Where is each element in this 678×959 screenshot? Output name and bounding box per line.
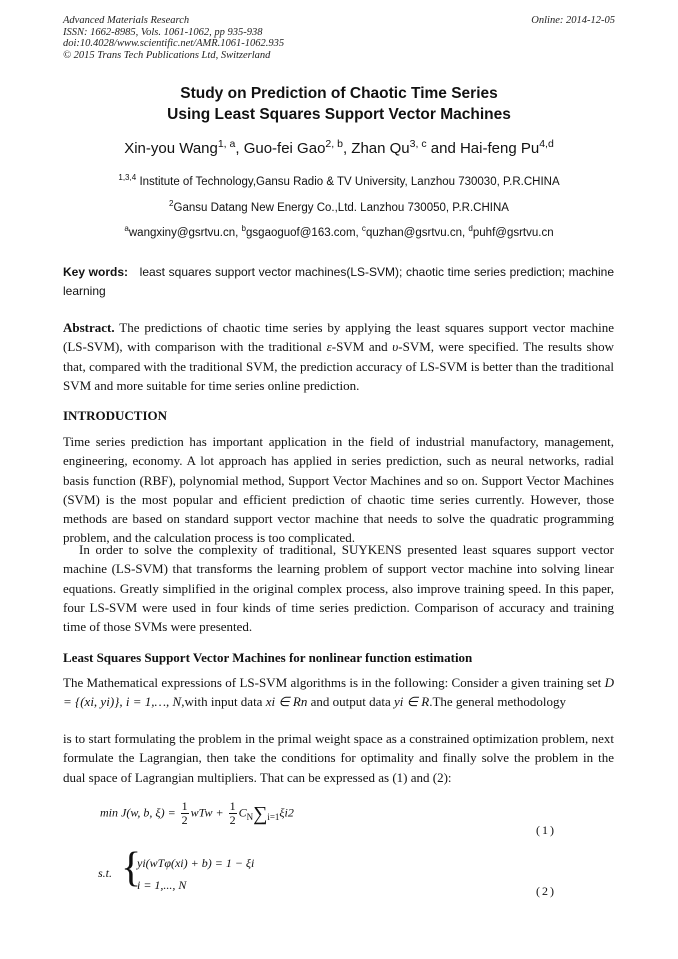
eq1-c: C	[238, 805, 247, 820]
eq1-sum-top: N	[246, 811, 254, 822]
eq1-sum-bottom: i=1	[267, 811, 280, 822]
affiliation-text: Gansu Datang New Energy Co.,Ltd. Lanzhou 730050, P.R.CHINA	[173, 202, 509, 214]
nu-symbol: υ	[392, 339, 399, 355]
eq2-line-2: i = 1,..., N	[137, 878, 187, 892]
eq2-line-1: yi(wTφ(xi) + b) = 1 − ξi	[137, 856, 255, 870]
eq1-frac2-den: 2	[229, 813, 236, 827]
equation-1-number: (1)	[536, 823, 556, 837]
equation-2-number: (2)	[536, 884, 556, 898]
section-heading-lssvm: Least Squares Support Vector Machines for nonlinear function estimation	[63, 650, 473, 665]
affiliation-sup: 1,3,4	[118, 173, 137, 183]
keywords	[63, 263, 614, 301]
affiliation-text: Institute of Technology,Gansu Radio & TV University, Lanzhou 730030, P.R.CHINA	[139, 176, 560, 188]
equation-1	[100, 800, 294, 827]
author-separator: ,	[235, 140, 244, 157]
eq2-st-label: s.t.	[98, 866, 113, 880]
lssvm-paragraph-2: is to start formulating the problem in the primal weight space as a constrained optimization problem, next formulate the Lagrangian, then take the conditions for optimality and finally solve the problem in the dual space of Lagrangian multipliers. That can be expressed as (1) and (2):	[63, 731, 614, 785]
author-sup: 3, c	[409, 138, 427, 150]
email-sup: a	[124, 224, 129, 234]
author-name: Zhan Qu	[351, 140, 410, 157]
training-set-expression: D = {(xi, yi)}, i = 1,…, N	[63, 675, 615, 710]
journal-header	[63, 15, 284, 61]
doi-line: doi:10.4028/www.scientific.net/AMR.1061-1062.935	[63, 38, 285, 49]
left-brace-icon: {	[121, 845, 142, 891]
lssvm-text-c: and output data	[310, 694, 391, 710]
eq2-st	[98, 866, 112, 881]
journal-name: Advanced Materials Research	[63, 15, 190, 26]
author-name: Xin-you Wang	[124, 140, 218, 157]
intro-paragraph-1: Time series prediction has important application in the field of industrial manufactory, management, engineering, economy. A lot approach has applied in series prediction, such as neural networks, radial basis function (RBF), polynomial method, Support Vector Machines and so on. Support Vector Machines (SVM) is the most popular and efficient prediction of chaotic time series currently. However, those methods are based on standard support vector machine that needs to solve the quadratic programming problem, and the calculation process is too complicated.	[63, 434, 614, 546]
keywords-text: least squares support vector machines(LS-SVM); chaotic time series prediction; machine learning	[63, 265, 614, 298]
author-name: Hai-feng Pu	[459, 140, 540, 157]
eq1-frac-den: 2	[181, 813, 188, 827]
email-link[interactable]: quzhan@gsrtvu.cn	[365, 227, 463, 239]
title-line-2: Using Least Squares Support Vector Machines	[167, 106, 511, 123]
eq1-lhs: min J(w, b, ξ) =	[100, 805, 176, 820]
author-name: Guo-fei Gao	[243, 140, 326, 157]
author-sup: 2, b	[325, 138, 343, 150]
email-link[interactable]: wangxiny@gsrtvu.cn	[128, 227, 236, 239]
affiliation-1	[0, 173, 678, 188]
abstract-label: Abstract.	[63, 320, 115, 335]
abstract	[63, 318, 614, 395]
eq1-wtw: wTw +	[190, 805, 224, 820]
lssvm-text-d: .The general methodology	[429, 694, 567, 710]
eq1-frac-num: 1	[181, 799, 188, 813]
abstract-text-a: The predictions of chaotic time series by applying the least squares support vector machine (LS-SVM), with comparison with the traditional	[63, 320, 615, 355]
email-link[interactable]: puhf@gsrtvu.cn	[472, 227, 554, 239]
paper-title	[0, 83, 678, 125]
email-sup: d	[468, 224, 473, 234]
output-data-expression: yi ∈ R	[394, 694, 430, 710]
intro-paragraph-2: In order to solve the complexity of traditional, SUYKENS presented least squares support vector machine (LS-SVM) that transforms the learning problem of support vector machine into solving linear equations. Greatly simplified in the original complex process, also improve training speed. In this paper, four LS-SVM were used in four kinds of time series prediction. Comparison of accuracy and training time of those SVMs were presented.	[63, 542, 614, 635]
author-separator: ,	[342, 140, 352, 157]
lssvm-text-a: The Mathematical expressions of LS-SVM algorithms is in the following: Consider a given training set	[63, 675, 602, 690]
author-sup: 4,d	[539, 138, 554, 150]
lssvm-paragraph-1	[63, 673, 614, 712]
email-list: $^a$wangxiny@gsrtvu.cn, $^b$gsgaoguof@163.com, $^c$quzhan@gsrtvu.cn, $^d$puhf@gsrtvu.cn	[124, 224, 554, 239]
eq1-fraction	[181, 800, 189, 827]
author-separator: and	[426, 140, 460, 157]
eq1-frac2-num: 1	[229, 799, 236, 813]
author-sup: 1, a	[217, 138, 236, 150]
affiliation-2	[0, 199, 678, 214]
eq2-constraint-1	[137, 856, 254, 871]
sigma-icon: ∑	[253, 802, 268, 825]
online-date: Online: 2014-12-05	[531, 15, 615, 26]
issn-line: ISSN: 1662-8985, Vols. 1061-1062, pp 935-938	[63, 26, 263, 38]
abstract-text-c: -SVM, were specified. The results show that, compared with the traditional SVM, the prediction accuracy of LS-SVM is better than the traditional SVM and more suitable for time series online prediction.	[63, 339, 615, 393]
email-sup: b	[241, 224, 247, 234]
author-list	[0, 140, 678, 157]
affiliation-sup: 2	[169, 199, 174, 209]
email-sup: c	[361, 224, 366, 234]
keywords-label: Key words:	[63, 265, 128, 279]
copyright-line: © 2015 Trans Tech Publications Ltd, Switzerland	[63, 49, 271, 61]
section-heading-introduction: INTRODUCTION	[63, 408, 168, 423]
input-data-expression: xi ∈ Rn	[265, 694, 308, 710]
eq1-summation	[246, 802, 280, 825]
eq1-xi-squared: ξi2	[279, 805, 294, 820]
lssvm-text-b: ,with input data	[181, 694, 263, 710]
title-line-1: Study on Prediction of Chaotic Time Series	[180, 85, 498, 102]
eq2-constraint-2	[137, 878, 186, 893]
abstract-text-b: -SVM and	[331, 339, 388, 355]
eq1-fraction-2	[229, 800, 237, 827]
epsilon-symbol: ε	[326, 339, 332, 355]
email-link[interactable]: gsgaoguof@163.com	[246, 227, 356, 239]
